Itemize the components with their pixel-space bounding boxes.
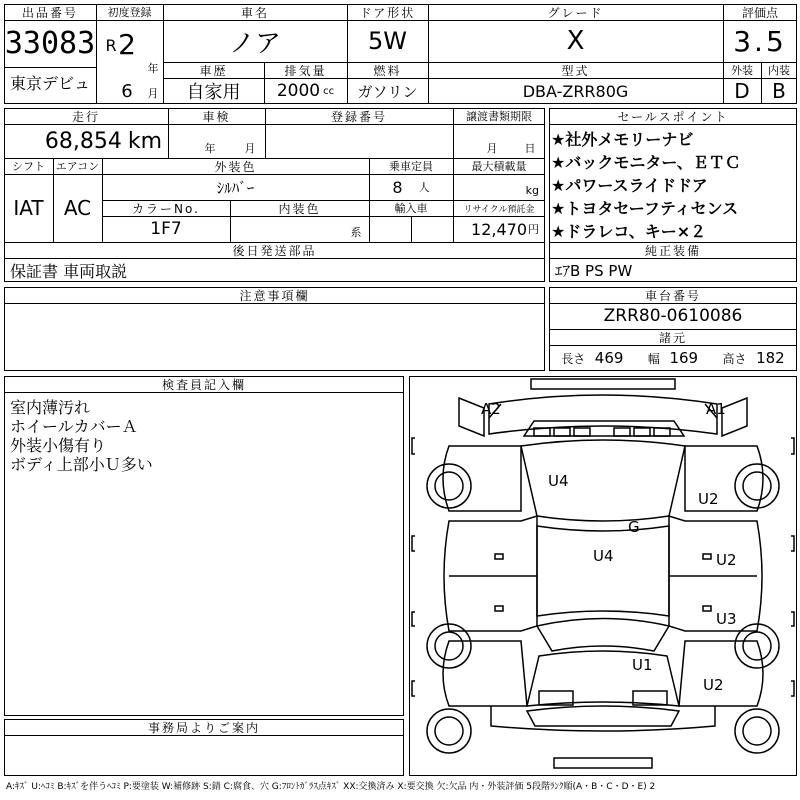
- damage-mark: U2: [716, 551, 737, 569]
- regno-label: 登録番号: [330, 109, 387, 124]
- damage-mark: A1: [706, 400, 726, 418]
- cap-label: 乗車定員: [389, 160, 433, 173]
- disp-label: 排気量: [284, 63, 327, 78]
- transfer-month: 月: [486, 142, 498, 155]
- sales-item: ★トヨタセーフティセンス: [551, 199, 739, 218]
- door-type: 5W: [368, 27, 407, 55]
- venue: 東京デビュ: [9, 73, 90, 93]
- score: 3.5: [733, 24, 787, 58]
- inspector-item: 室内薄汚れ: [10, 398, 91, 417]
- inspector-item: 外装小傷有り: [10, 436, 107, 455]
- grade: X: [566, 26, 585, 56]
- dims-label: 諸元: [658, 330, 687, 345]
- fuel: ガソリン: [357, 82, 418, 101]
- hgt-label: 高さ: [722, 352, 747, 366]
- shift: IAT: [13, 196, 44, 220]
- colorno: 1F7: [150, 219, 182, 239]
- intcolor-label: 内装色: [278, 201, 321, 216]
- inspect-label: 車検: [202, 109, 231, 124]
- reg-year: 2: [118, 27, 136, 61]
- sales-item: ★社外メモリーナビ: [551, 130, 694, 149]
- damage-mark: G: [628, 518, 640, 536]
- int-grade: B: [772, 79, 786, 103]
- shift-label: シフト: [12, 160, 45, 173]
- door-label: ドア形状: [359, 5, 416, 20]
- era: R: [105, 35, 117, 55]
- import-label: 輸入車: [394, 202, 428, 215]
- parts-label: 後日発送部品: [232, 243, 317, 258]
- reg-label: 初度登録: [107, 6, 152, 19]
- model: DBA-ZRR80G: [522, 81, 629, 101]
- ext-label: 外装: [731, 64, 753, 77]
- recycle-value: 12,470: [471, 219, 527, 239]
- car-diagram: [409, 376, 797, 776]
- inspect-month: 月: [244, 142, 256, 155]
- sales-list: [551, 127, 741, 242]
- mileage-unit: km: [127, 128, 162, 154]
- mileage-value: 68,854: [44, 128, 122, 154]
- recycle-unit: 円: [528, 223, 539, 236]
- wid: 169: [669, 349, 699, 367]
- load-label: 最大積載量: [471, 160, 527, 173]
- car-name: ノア: [228, 28, 281, 59]
- int-label: 内装: [768, 64, 790, 77]
- equip: ｴｱB PS PW: [555, 261, 633, 280]
- ext-grade: D: [734, 79, 750, 103]
- wid-label: 幅: [647, 352, 660, 366]
- lot-label: 出品番号: [21, 5, 78, 20]
- damage-mark: U2: [703, 676, 724, 694]
- fuel-label: 燃料: [373, 63, 402, 78]
- inspector-item: ホイールカバーＡ: [10, 417, 138, 436]
- inspect-year: 年: [204, 142, 216, 155]
- color: ｼﾙﾊﾞｰ: [216, 178, 255, 197]
- mileage-label: 走行: [71, 109, 100, 124]
- recycle-label: リサイクル預託金: [463, 204, 535, 215]
- sales-item: ★ドラレコ、キー×２: [551, 222, 707, 241]
- load-unit: kg: [525, 183, 539, 197]
- damage-mark: U2: [698, 490, 719, 508]
- colorno-label: カラーNo.: [132, 201, 200, 216]
- inspector-item: ボディ上部小Ｕ多い: [10, 455, 153, 474]
- disp-value: 2000: [276, 81, 321, 101]
- history: 自家用: [186, 82, 241, 103]
- parts: 保証書 車両取説: [10, 261, 128, 281]
- sales-item: ★パワースライドドア: [551, 176, 708, 195]
- damage-mark: U3: [716, 610, 737, 628]
- intcolor-unit: 系: [350, 226, 362, 239]
- disp-unit: cc: [323, 85, 335, 97]
- equip-label: 純正装備: [644, 243, 701, 258]
- inspector-notes: [10, 398, 153, 474]
- grade-label: グレード: [547, 5, 604, 20]
- mileage: [4, 124, 168, 158]
- cap-value: 8: [392, 177, 403, 197]
- len-label: 長さ: [561, 352, 586, 366]
- dims-row: [549, 345, 797, 371]
- damage-mark: A2: [481, 400, 501, 418]
- damage-mark: U4: [548, 472, 569, 490]
- transfer-label: 譲渡書類期限: [466, 110, 532, 123]
- sales-item: ★バックモニター、ＥＴＣ: [551, 153, 741, 172]
- history-label: 車歴: [199, 63, 228, 78]
- cap-unit: 人: [418, 181, 430, 194]
- ac-label: エアコン: [55, 160, 100, 173]
- month-unit: 月: [147, 87, 159, 100]
- reg-month: 6: [121, 80, 133, 102]
- color-label: 外装色: [214, 159, 257, 174]
- len: 469: [594, 349, 624, 367]
- ac: AC: [63, 196, 92, 220]
- year-unit: 年: [147, 62, 159, 75]
- damage-mark: U4: [593, 547, 614, 565]
- legend-footer: A:ｷｽﾞ U:ﾍｺﾐ B:ｷｽﾞを伴うﾍｺﾐ P:要塗装 W:補修跡 S:錆 C:腐食、穴 G:ﾌﾛﾝﾄｶﾞﾗｽ点ｷｽﾞ XX:交換済み X:要交換 欠:欠品 内・外装評価 5段階ﾗﾝｸ順(A・B・C・D・E) 2: [6, 782, 656, 792]
- transfer-day: 日: [524, 142, 536, 155]
- model-label: 型式: [561, 63, 590, 78]
- damage-mark: U1: [632, 656, 653, 674]
- chassis-number: ZRR80-0610086: [603, 306, 743, 326]
- displacement: [264, 78, 347, 104]
- sales-label: セールスポイント: [617, 109, 729, 124]
- office-label: 事務局よりご案内: [147, 720, 260, 735]
- capacity: [369, 174, 453, 200]
- inspector-label: 検査員記入欄: [161, 377, 246, 392]
- lot-number: 33083: [4, 26, 96, 61]
- score-label: 評価点: [741, 5, 778, 20]
- notes-label: 注意事項欄: [239, 288, 310, 303]
- name-label: 車名: [240, 5, 269, 20]
- recycle: [453, 216, 545, 242]
- hgt: 182: [756, 349, 785, 367]
- chassis-label: 車台番号: [644, 288, 701, 303]
